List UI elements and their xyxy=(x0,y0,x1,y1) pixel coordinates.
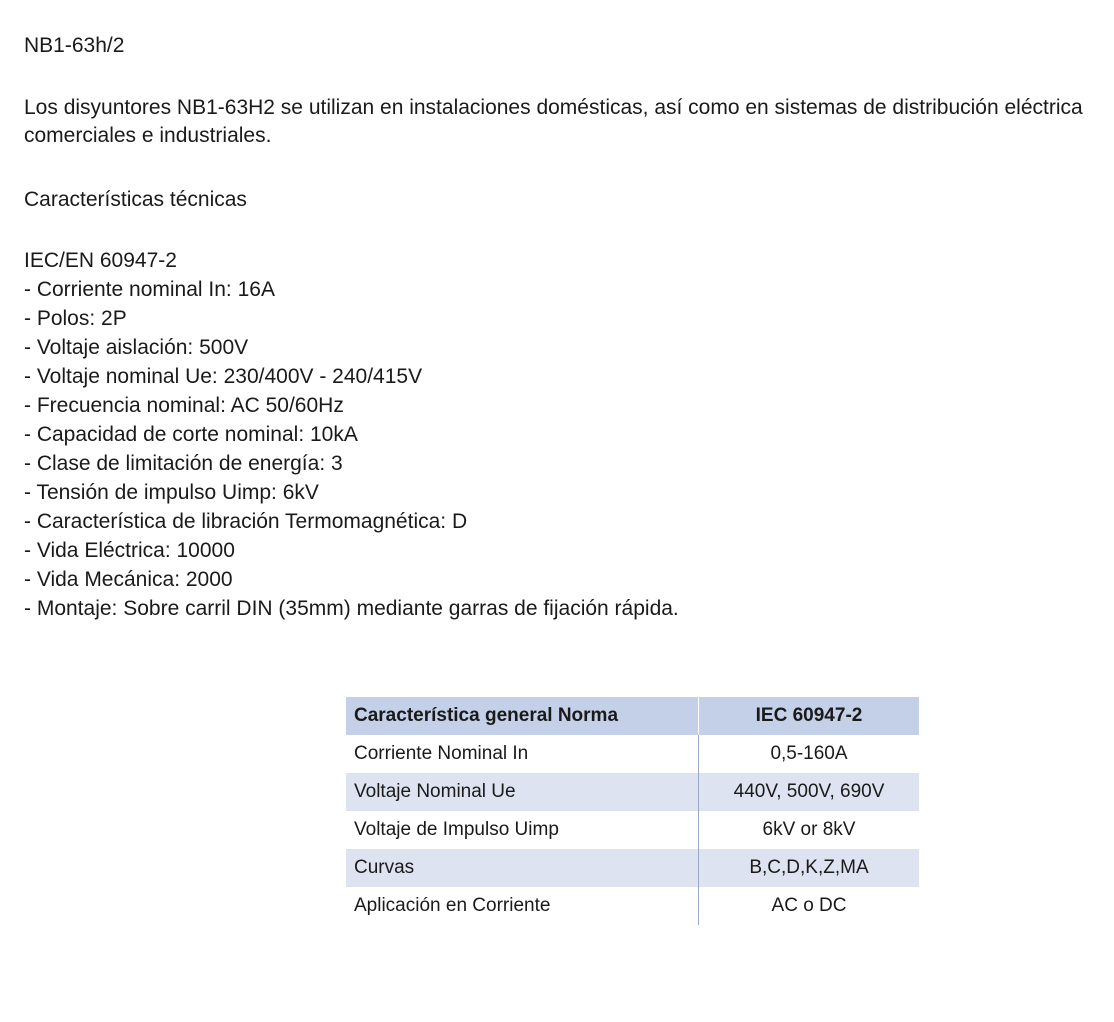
table-cell-label: Curvas xyxy=(346,849,699,887)
table-cell-label: Voltaje Nominal Ue xyxy=(346,773,699,811)
spec-table-container xyxy=(24,697,1090,925)
spec-item: - Voltaje aislación: 500V xyxy=(24,336,249,359)
table-header-cell: IEC 60947-2 xyxy=(699,697,920,735)
table-cell-value: AC o DC xyxy=(699,887,920,925)
spec-item: - Corriente nominal In: 16A xyxy=(24,278,275,301)
intro-paragraph: Los disyuntores NB1-63H2 se utilizan en instalaciones domésticas, así como en sistemas de distribución eléctrica comerciales e industriales. xyxy=(24,96,1083,147)
spec-standard: IEC/EN 60947-2 xyxy=(24,249,177,272)
table-header-cell: Característica general Norma xyxy=(346,697,699,735)
table-row xyxy=(346,773,919,811)
table-cell-value: 0,5-160A xyxy=(699,735,920,773)
spec-item: - Tensión de impulso Uimp: 6kV xyxy=(24,481,319,504)
specifications-list xyxy=(24,246,1090,623)
table-row xyxy=(346,811,919,849)
table-cell-value: B,C,D,K,Z,MA xyxy=(699,849,920,887)
general-characteristics-table xyxy=(346,697,919,925)
spec-item: - Vida Eléctrica: 10000 xyxy=(24,539,235,562)
spec-item: - Característica de libración Termomagnética: D xyxy=(24,510,468,533)
spec-item: - Vida Mecánica: 2000 xyxy=(24,568,233,591)
table-cell-label: Corriente Nominal In xyxy=(346,735,699,773)
table-header-row xyxy=(346,697,919,735)
table-row xyxy=(346,849,919,887)
table-row xyxy=(346,735,919,773)
table-cell-value: 440V, 500V, 690V xyxy=(699,773,920,811)
table-cell-label: Voltaje de Impulso Uimp xyxy=(346,811,699,849)
table-cell-label: Aplicación en Corriente xyxy=(346,887,699,925)
table-cell-value: 6kV or 8kV xyxy=(699,811,920,849)
spec-item: - Montaje: Sobre carril DIN (35mm) mediante garras de fijación rápida. xyxy=(24,597,679,620)
spec-item: - Frecuencia nominal: AC 50/60Hz xyxy=(24,394,344,417)
spec-item: - Polos: 2P xyxy=(24,307,127,330)
table-row xyxy=(346,887,919,925)
spec-item: - Capacidad de corte nominal: 10kA xyxy=(24,423,358,446)
spec-item: - Voltaje nominal Ue: 230/400V - 240/415V xyxy=(24,365,423,388)
section-heading-technical: Características técnicas xyxy=(24,188,247,211)
page-title: NB1-63h/2 xyxy=(24,34,125,57)
spec-item: - Clase de limitación de energía: 3 xyxy=(24,452,343,475)
